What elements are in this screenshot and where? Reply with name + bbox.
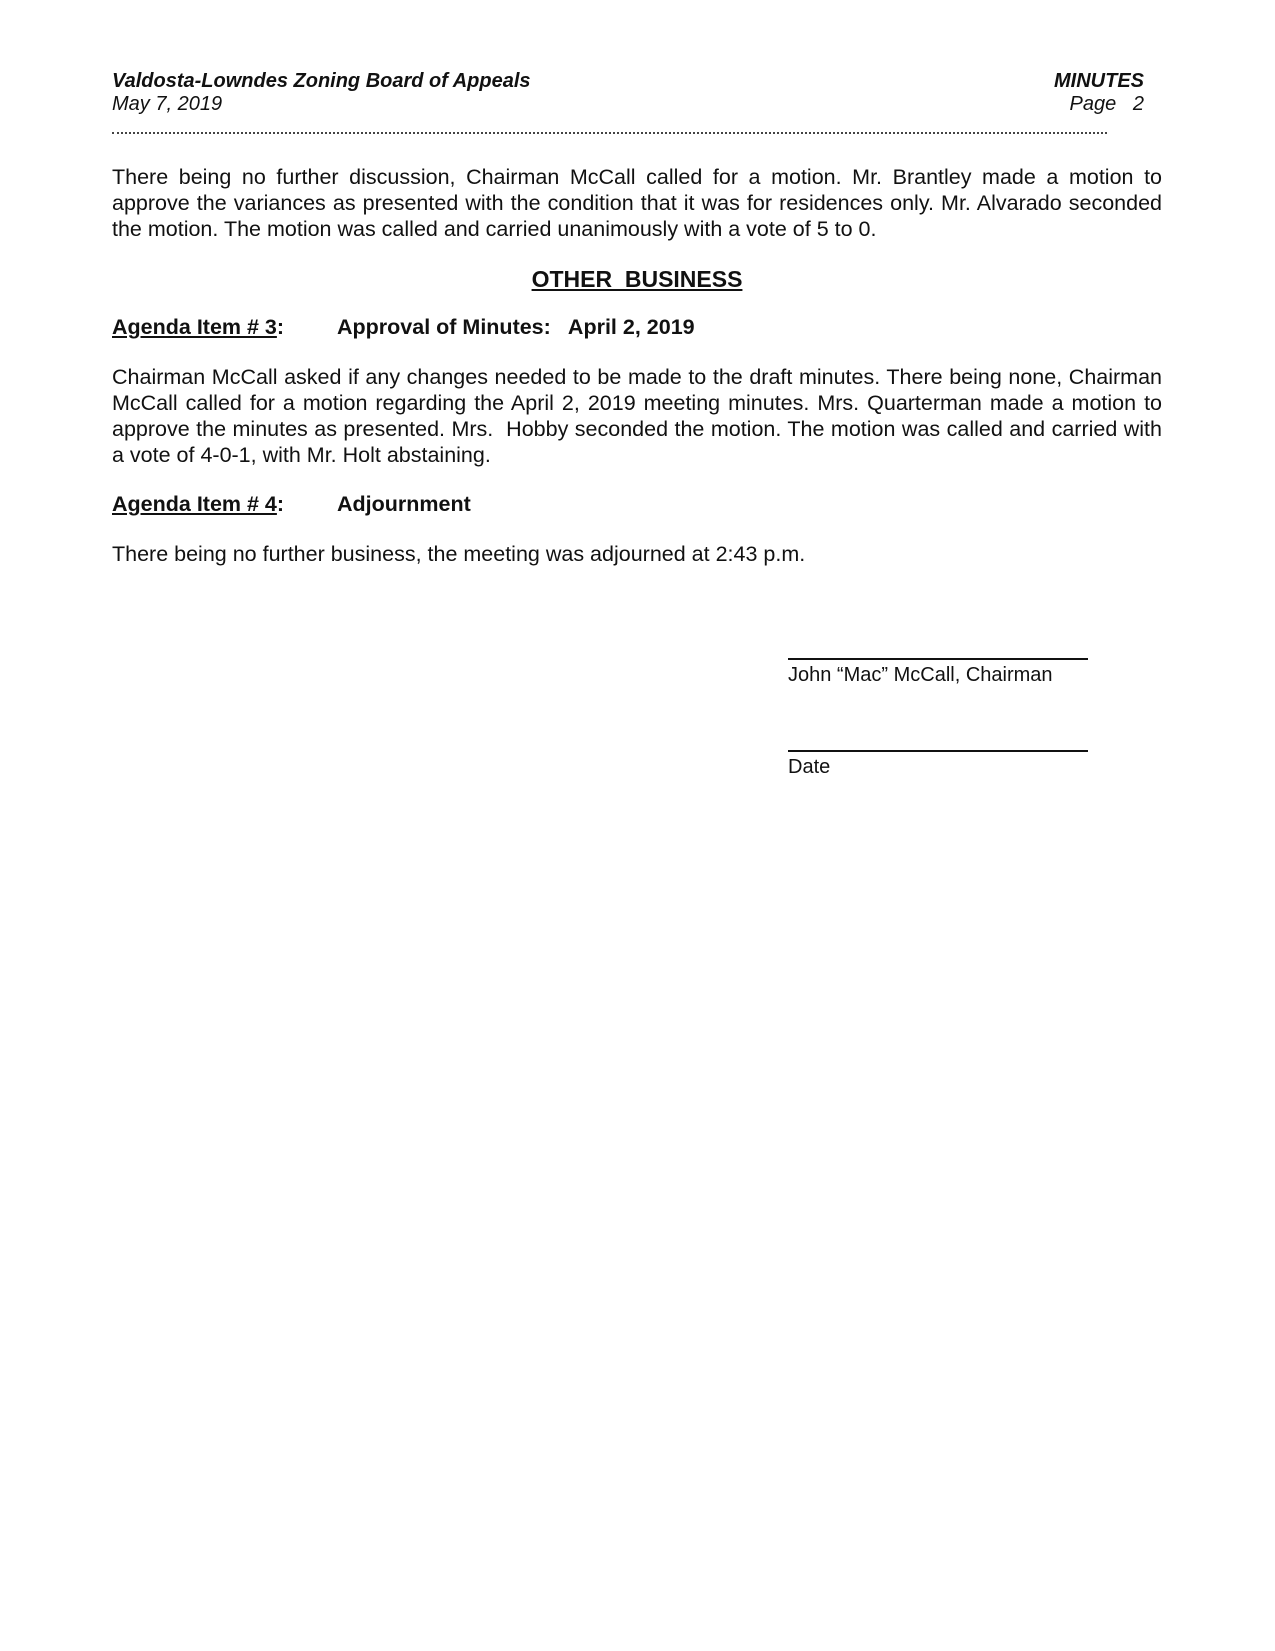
agenda-item-3-title: Approval of Minutes: April 2, 2019 bbox=[337, 315, 695, 339]
header-row-1 bbox=[112, 70, 1162, 93]
agenda-item-3-number: Agenda Item # 3 bbox=[112, 315, 277, 339]
chairman-signature-line bbox=[788, 658, 1088, 660]
chairman-name: John “Mac” McCall, Chairman bbox=[788, 664, 1053, 686]
agenda-item-3-heading bbox=[112, 315, 1162, 340]
agenda-item-4-title: Adjournment bbox=[337, 492, 471, 516]
agenda-item-3-label bbox=[112, 315, 337, 340]
doc-type: MINUTES bbox=[1054, 70, 1144, 92]
agenda-item-3-colon: : bbox=[276, 315, 285, 339]
agenda-item-4-label bbox=[112, 492, 337, 517]
agenda-item-4-heading bbox=[112, 492, 1162, 517]
document-page bbox=[112, 70, 1168, 567]
chairman-signature-block bbox=[788, 658, 1088, 687]
date-signature-block bbox=[788, 750, 1088, 779]
agenda-item-4-text: There being no further business, the meeting was adjourned at 2:43 p.m. bbox=[112, 542, 806, 566]
paragraph-motion: There being no further discussion, Chairman McCall called for a motion. Mr. Brantley made a motion to approve the variances as presented with the condition that it was for residences only. Mr. Alvarado seconded the motion. The motion was called and carried unanimously with a vote of 5 to 0. bbox=[112, 165, 1162, 241]
agenda-item-4-colon: : bbox=[276, 492, 285, 516]
section-title: OTHER BUSINESS bbox=[531, 266, 743, 292]
meeting-date: May 7, 2019 bbox=[112, 93, 223, 115]
page-number: Page 2 bbox=[1069, 93, 1144, 115]
header-row-2 bbox=[112, 93, 1162, 116]
agenda-item-3-text: Chairman McCall asked if any changes needed to be made to the draft minutes. There being none, Chairman McCall called for a motion regarding the April 2, 2019 meeting minutes. Mrs. Quarterman made a motion to approve the minutes as presented. Mrs. Hobby seconded the motion. The motion was called and carried with a vote of 4-0-1, with Mr. Holt abstaining. bbox=[112, 365, 1168, 467]
agenda-item-4-number: Agenda Item # 4 bbox=[112, 492, 277, 516]
spacer bbox=[112, 468, 1162, 492]
date-label: Date bbox=[788, 756, 831, 778]
date-signature-line bbox=[788, 750, 1088, 752]
board-name: Valdosta-Lowndes Zoning Board of Appeals bbox=[112, 70, 531, 92]
dotted-divider bbox=[112, 118, 1107, 134]
